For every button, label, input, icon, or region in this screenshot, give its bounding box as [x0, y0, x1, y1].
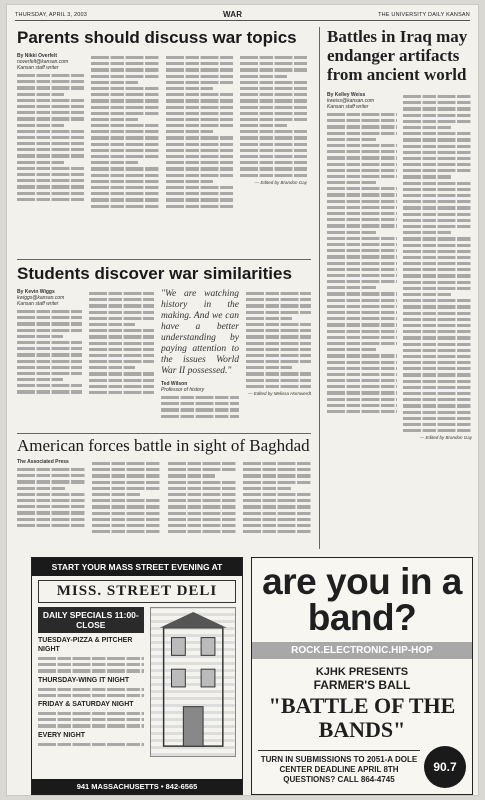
band-ad-title: "BATTLE OF THE BANDS" — [268, 693, 456, 742]
station-logo-icon — [424, 746, 466, 788]
story1-author-email: noverfelt@kansan.com — [17, 59, 69, 65]
deli-ad-top: START YOUR MASS STREET EVENING AT — [32, 558, 242, 576]
sidebar-byline — [327, 92, 397, 110]
story2-credit: — Edited by Melissa Hornwerdt — [247, 391, 311, 396]
sidebar-author: By Kelley Weiss — [327, 92, 366, 98]
masthead-paper: THE UNIVERSITY DAILY KANSAN — [378, 11, 470, 18]
deli-specials: DAILY SPECIALS 11:00-CLOSE — [38, 607, 144, 633]
masthead-section: WAR — [222, 10, 243, 19]
masthead — [15, 9, 470, 21]
story1-body — [17, 53, 307, 253]
sidebar-headline: Battles in Iraq may endanger artifacts from ancient world — [327, 27, 468, 84]
deli-name: MISS. STREET DELI — [38, 580, 236, 603]
deli-day-2: FRIDAY & SATURDAY NIGHT — [38, 700, 134, 708]
sidebar-story — [319, 27, 472, 549]
story1-credit: — Edited by Brandon Gay — [254, 179, 307, 185]
band-ad-event: FARMER'S BALL — [313, 678, 411, 692]
band-ad-genres: ROCK.ELECTRONIC.HIP-HOP — [252, 642, 472, 659]
sidebar-credit: — Edited by Brandon Gay — [419, 435, 472, 441]
band-ad-presenter: KJHK PRESENTS — [315, 666, 409, 678]
deli-day-0: TUESDAY-PIZZA & PITCHER NIGHT — [38, 637, 133, 653]
newspaper-page — [6, 4, 479, 796]
story1-author-title: Kansan staff writer — [17, 65, 59, 71]
band-ad-headline: are you in a band? — [262, 561, 462, 638]
story1-author: By Nikki Overfelt — [17, 53, 58, 59]
story2-author-title: Kansan staff writer — [17, 301, 59, 307]
pull-attribution-title: Professor of history — [161, 387, 205, 393]
building-icon — [151, 608, 235, 756]
story2-byline — [17, 289, 82, 307]
story2-body — [17, 289, 311, 429]
sidebar-author-email: kweiss@kansan.com — [327, 98, 375, 104]
story3-headline: American forces battle in sight of Baghdad — [17, 436, 310, 455]
pull-attribution-name: Ted Wilson — [161, 381, 188, 387]
story2-headline: Students discover war similarities — [17, 264, 292, 283]
story2-author-email: kwiggs@kansan.com — [17, 295, 65, 301]
sidebar-author-title: Kansan staff writer — [327, 104, 369, 110]
station-frequency: 90.7 — [433, 760, 457, 774]
band-ad-instructions: TURN IN SUBMISSIONS TO 2051-A DOLE CENTER DEADLINE APRIL 8TH QUESTIONS? CALL 864-4745 — [258, 750, 420, 785]
deli-address: 941 MASSACHUSETTS • 842-6565 — [32, 779, 242, 794]
deli-illustration — [150, 607, 236, 757]
story3-byline: The Associated Press — [17, 459, 69, 465]
story1-byline — [17, 53, 84, 71]
story1-headline: Parents should discuss war topics — [17, 28, 297, 47]
story3-body — [17, 459, 311, 551]
deli-day-3: EVERY NIGHT — [38, 731, 86, 739]
story2-pull-quote: "We are watching history in the making. And we can have a better understanding by paying attention to the issues World War II possessed." — [161, 289, 239, 376]
story2-author: By Kevin Wiggs — [17, 289, 55, 295]
ad-kjhk-battle-of-bands[interactable] — [251, 557, 473, 795]
deli-day-1: THURSDAY-WING IT NIGHT — [38, 676, 130, 684]
masthead-date: THURSDAY, APRIL 3, 2003 — [15, 11, 88, 18]
ad-mass-street-deli[interactable] — [31, 557, 243, 795]
pull-quote-attribution — [161, 381, 239, 393]
